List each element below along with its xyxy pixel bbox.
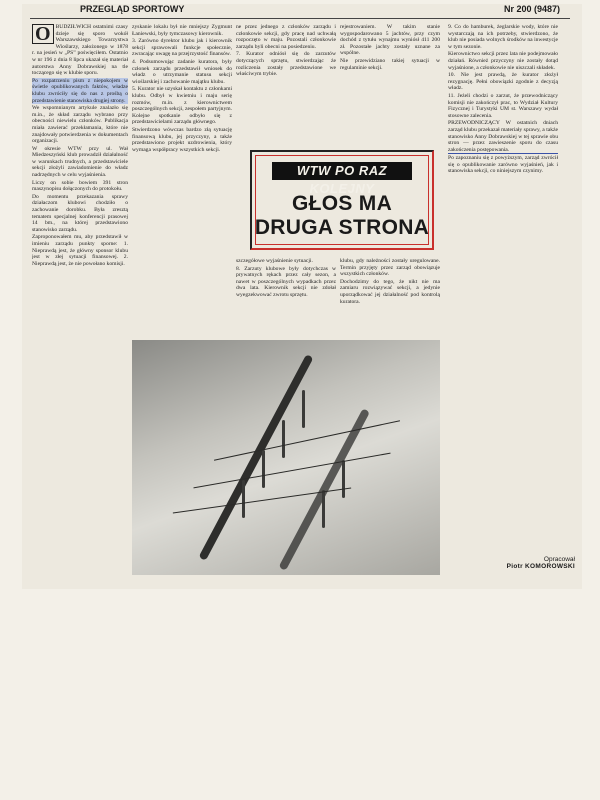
paragraph: Po zapoznaniu się z powyższym, zarząd zwrócił się o opublikowanie zarówno wyjaśnień, jak i stanowiska sekcji, co niniejszym czynimy.: [448, 155, 558, 175]
rower-shape: [282, 420, 285, 458]
page-header: [30, 4, 570, 19]
boat-shape: [198, 354, 313, 561]
paragraph: PRZEWODNICZĄCY W ostatnich dniach zarząd klubu przekazał materiały sprawy, a także stanowisko Anny Dobrawskiej w tej sprawie obu stron — przez zawieszenie sporu do czasu zakończenia postępowania.: [448, 120, 558, 153]
article-column-1: [32, 24, 128, 584]
rower-shape: [322, 490, 325, 528]
paragraph: zyskanie lokalu był nie mniejszy Zygmunt Łaniewski, były tymczasowy kierownik.: [132, 24, 232, 37]
paragraph: 10. Nie jest prawdą, że kurator złożył rezygnację. Pełni obowiązki zgodnie z decyzją władz.: [448, 72, 558, 92]
paragraph: klubu, gdy należności zostały uregulowane. Termin przyjęty przez zarząd obowiązuje wszystkich członków.: [340, 258, 440, 278]
credit-author: Piotr KOMOROWSKI: [506, 563, 575, 570]
headline-kicker: WTW PO RAZ KOLEJNY: [272, 162, 412, 180]
section-title: PRZEGLĄD SPORTOWY: [80, 4, 185, 14]
paragraph: Kierownictwo sekcji przez lata nie podejmowało działań. Również przyczyny nie zostały dotąd wyjaśnione, a członkowie nie uiszczali składek.: [448, 51, 558, 71]
paragraph: Liczy on sobie bowiem 391 stron maszynopisu dołączonych do protokołu.: [32, 179, 128, 193]
paragraph: 9. Co do hamburek, żeglarskie wody, które nie wystarczają na ich potrzeby, stwierdzono, że klub nie posiada wolnych środków na inwestycje w tym sezonie.: [448, 24, 558, 50]
article-column-4-top: [340, 24, 440, 144]
paragraph: W okresie WTW przy ul. Wał Miedzeszyński klub prowadził działalność w warunkach trudnych, a przedstawiciele sekcji złożyli zawiadomienie do władz nadrzędnych w celu wyjaśnienia.: [32, 145, 128, 179]
credit-label: Opracował: [543, 556, 575, 563]
rower-shape: [342, 460, 345, 498]
paragraph: rejestrowaniem. W takim stanie wygospodarowano 5 jachtów, przy czym dochód z tytułu wynajmu wyniósł 411 200 zł. Pozostałe jachty zostały uznane za wspólne.: [340, 24, 440, 57]
oar-shape: [214, 420, 400, 460]
paragraph: Do momentu przekazania sprawy działaczom klubowi chodziło o zachowanie dorobku. Była zresztą tematem specjalnej konferencji prasowej 14 bm., na której przedstawiono stanowisko zarządu.: [32, 193, 128, 233]
paragraph: Po rozpatrzeniu pism z niepokojem w świetle opublikowanych faktów, władze klubu zwróciły się do nas z prośbą o przedstawienie stanowiska drugiej strony.: [32, 77, 128, 104]
dropcap-letter: O: [32, 24, 54, 44]
paragraph: Stwierdzono wówczas bardzo złą sytuację finansową klubu, jej przyczyny, a także przedstawiono projekt uzdrowienia, który wymaga współpracy wszystkich sekcji.: [132, 126, 232, 153]
paragraph: 11. Jeżeli chodzi o zarzut, że przewodniczący komisji nie zakończył prac, to Wydział Kultury Fizycznej i Turystyki UM st. Warszawy wydał stosowne zalecenia.: [448, 92, 558, 119]
paragraph: ne przez jednego z członków zarządu i członkowie sekcji, gdy pracę nad uchwałą rozpoczęto w maju. Pozostali członkowie zarządu byli obecni na posiedzeniu.: [236, 24, 336, 50]
article-column-3-top: [236, 24, 336, 144]
article-column-2: [132, 24, 232, 346]
issue-number: Nr 200 (9487): [503, 4, 560, 14]
rower-shape: [242, 480, 245, 518]
author-credit: [480, 556, 575, 570]
paragraph: 5. Kurator nie uzyskał kontaktu z członkami klubu. Odbył w kwietniu i maju serię rozmów, m.in. z kierownictwem poszczególnych sekcji, zespołem partyjnym. Kolejne spotkanie odbyło się z przedstawicielami zarządu głównego.: [132, 86, 232, 126]
rower-shape: [302, 390, 305, 428]
article-column-3-bottom: [236, 258, 336, 346]
paragraph: 3. Zarówno dyrektor klubu jak i kierownik sekcji sprawowali funkcje społecznie, zwracając uwagę na przejrzystość finansów.: [132, 38, 232, 58]
headline: GŁOS MA DRUGA STRONA: [254, 192, 430, 239]
headline-box: [250, 150, 434, 250]
paragraph: Zaproponowałem mu, aby przedstawił w imieniu zarządu punkty sporne: 1. Nieprawdą jest, że główny sponsor klubu jest w złej sytuacji finansowej. 2. Nieprawdą jest, że nie powołano komisji.: [32, 234, 128, 267]
article-column-5: [448, 24, 558, 564]
paragraph: O BUDZIŁWICH ostatnimi czasy dzieje się sporo wokół Warszawskiego Towarzystwa Wioślarzy, założonego w 1878 r. na jesień w „PS” poświęciłem. Ostatnio w nr 196 z dnia 8 lipca ukazał się materiał autorstwa Anny Dobrawskiej na tle toczącego się w klubie sporu.: [32, 24, 128, 77]
rower-shape: [262, 450, 265, 488]
paragraph: 7. Kurator odniósł się do zarzutów dotyczących sprzętu, stwierdzając że rozliczenia zostały przedstawione we właściwym trybie.: [236, 51, 336, 78]
paragraph: We wspomnianym artykule znalazło się m.in., że skład zarządu wybrano przy obecności niewielu członków. Publikacja miała zawierać przekłamania, które nie znajdowały potwierdzenia w dokumentach organizacji.: [32, 105, 128, 145]
paragraph: 8. Zarzuty klubowe były dotychczas w prywatnych rękach przez cały sezon, a nawet w poszczególnych wypadkach przez dwa lata. Kierownik sekcji nie zdołał wyegzekwować zwrotu sprzętu.: [236, 265, 336, 298]
paragraph: 4. Podsumowując zadanie kuratora, były członek zarządu przedstawił wniosek do władz o utrzymanie statusu sekcji wioślarskiej i zachowanie majątku klubu.: [132, 58, 232, 85]
article-column-4-bottom: [340, 258, 440, 346]
rowing-photo-icon: [132, 340, 440, 575]
paragraph: Nie przewidziano takiej sytuacji w regulaminie sekcji.: [340, 57, 440, 71]
paragraph: szczegółowe wyjaśnienie sytuacji.: [236, 258, 313, 264]
paragraph: Dochodzimy do tego, że nikt nie ma zamiaru rozwiązywać sekcji, a jedynie uporządkować jej działalność pod kontrolą kuratora.: [340, 278, 440, 305]
